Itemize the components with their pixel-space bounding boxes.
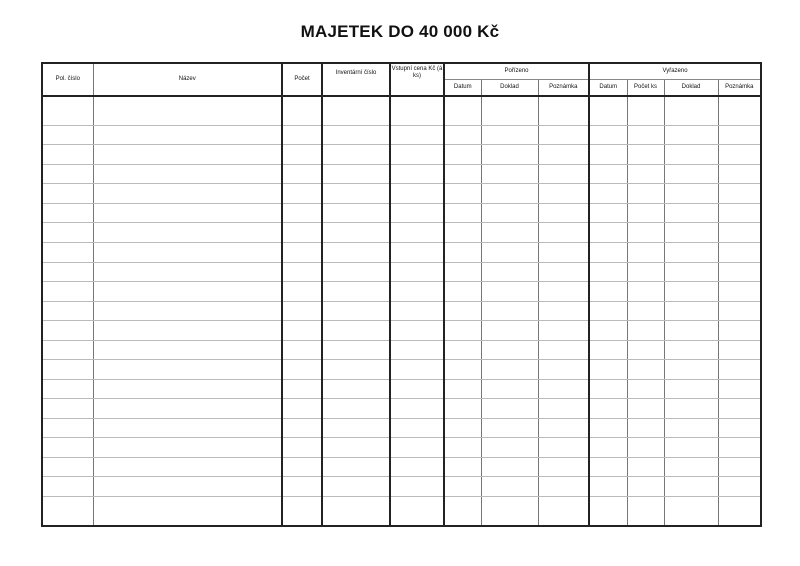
- header-porizeno-datum: Datum: [444, 80, 481, 97]
- cell-vyrazeno-doklad: [664, 399, 718, 419]
- cell-nazev: [93, 223, 282, 243]
- cell-vstupni-cena: [390, 243, 444, 263]
- cell-porizeno-doklad: [481, 223, 538, 243]
- cell-vstupni-cena: [390, 360, 444, 380]
- cell-vyrazeno-poznamka: [718, 164, 761, 184]
- cell-porizeno-doklad: [481, 496, 538, 526]
- cell-vyrazeno-datum: [589, 340, 627, 360]
- cell-vyrazeno-datum: [589, 360, 627, 380]
- cell-vyrazeno-pocet-ks: [627, 457, 664, 477]
- table-row: [42, 164, 761, 184]
- cell-inventarni-cislo: [322, 203, 390, 223]
- cell-vyrazeno-pocet-ks: [627, 243, 664, 263]
- cell-vstupni-cena: [390, 496, 444, 526]
- cell-nazev: [93, 496, 282, 526]
- table-row: [42, 477, 761, 497]
- cell-porizeno-doklad: [481, 262, 538, 282]
- cell-vstupni-cena: [390, 301, 444, 321]
- cell-vyrazeno-doklad: [664, 379, 718, 399]
- cell-porizeno-datum: [444, 477, 481, 497]
- cell-vyrazeno-datum: [589, 477, 627, 497]
- cell-vyrazeno-pocet-ks: [627, 282, 664, 302]
- cell-pol-cislo: [42, 477, 93, 497]
- cell-pol-cislo: [42, 438, 93, 458]
- cell-vyrazeno-pocet-ks: [627, 96, 664, 125]
- cell-vyrazeno-poznamka: [718, 145, 761, 165]
- cell-porizeno-datum: [444, 282, 481, 302]
- cell-pocet: [282, 399, 322, 419]
- cell-porizeno-datum: [444, 243, 481, 263]
- cell-inventarni-cislo: [322, 301, 390, 321]
- cell-porizeno-datum: [444, 457, 481, 477]
- cell-vyrazeno-poznamka: [718, 457, 761, 477]
- cell-porizeno-poznamka: [538, 438, 589, 458]
- table-row: [42, 496, 761, 526]
- cell-pocet: [282, 418, 322, 438]
- cell-nazev: [93, 164, 282, 184]
- cell-porizeno-datum: [444, 301, 481, 321]
- cell-pol-cislo: [42, 262, 93, 282]
- cell-porizeno-poznamka: [538, 243, 589, 263]
- cell-pol-cislo: [42, 399, 93, 419]
- cell-pocet: [282, 321, 322, 341]
- header-inventarni-cislo: Inventární číslo: [322, 63, 390, 96]
- cell-vyrazeno-poznamka: [718, 399, 761, 419]
- cell-vyrazeno-pocet-ks: [627, 203, 664, 223]
- cell-vyrazeno-pocet-ks: [627, 184, 664, 204]
- cell-vyrazeno-pocet-ks: [627, 438, 664, 458]
- cell-vyrazeno-datum: [589, 164, 627, 184]
- table-row: [42, 340, 761, 360]
- cell-pol-cislo: [42, 96, 93, 125]
- cell-porizeno-poznamka: [538, 262, 589, 282]
- cell-pocet: [282, 125, 322, 145]
- header-vyrazeno-poznamka: Poznámka: [718, 80, 761, 97]
- cell-vstupni-cena: [390, 418, 444, 438]
- cell-pol-cislo: [42, 457, 93, 477]
- cell-vyrazeno-doklad: [664, 496, 718, 526]
- cell-porizeno-doklad: [481, 457, 538, 477]
- cell-inventarni-cislo: [322, 379, 390, 399]
- header-vstupni-cena: Vstupní cena Kč (á ks): [390, 63, 444, 96]
- cell-porizeno-datum: [444, 96, 481, 125]
- cell-vyrazeno-doklad: [664, 96, 718, 125]
- header-vyrazeno-pocet-ks: Počet ks: [627, 80, 664, 97]
- header-pocet: Počet: [282, 63, 322, 96]
- cell-pol-cislo: [42, 321, 93, 341]
- table-row: [42, 301, 761, 321]
- cell-vyrazeno-datum: [589, 223, 627, 243]
- cell-vyrazeno-doklad: [664, 223, 718, 243]
- cell-porizeno-poznamka: [538, 477, 589, 497]
- cell-vyrazeno-datum: [589, 379, 627, 399]
- cell-vyrazeno-doklad: [664, 418, 718, 438]
- cell-pocet: [282, 223, 322, 243]
- cell-inventarni-cislo: [322, 340, 390, 360]
- cell-pocet: [282, 379, 322, 399]
- cell-inventarni-cislo: [322, 457, 390, 477]
- cell-vyrazeno-pocet-ks: [627, 360, 664, 380]
- cell-pol-cislo: [42, 282, 93, 302]
- cell-vyrazeno-poznamka: [718, 418, 761, 438]
- cell-inventarni-cislo: [322, 399, 390, 419]
- cell-porizeno-doklad: [481, 321, 538, 341]
- cell-porizeno-poznamka: [538, 203, 589, 223]
- cell-pol-cislo: [42, 340, 93, 360]
- cell-nazev: [93, 301, 282, 321]
- cell-porizeno-poznamka: [538, 164, 589, 184]
- cell-nazev: [93, 457, 282, 477]
- asset-ledger: [41, 62, 760, 527]
- cell-vyrazeno-poznamka: [718, 438, 761, 458]
- cell-vstupni-cena: [390, 477, 444, 497]
- table-row: [42, 223, 761, 243]
- cell-porizeno-doklad: [481, 184, 538, 204]
- cell-porizeno-doklad: [481, 477, 538, 497]
- cell-vyrazeno-doklad: [664, 243, 718, 263]
- table-row: [42, 438, 761, 458]
- cell-vyrazeno-pocet-ks: [627, 164, 664, 184]
- cell-vstupni-cena: [390, 399, 444, 419]
- cell-porizeno-datum: [444, 496, 481, 526]
- cell-pocet: [282, 457, 322, 477]
- cell-porizeno-doklad: [481, 418, 538, 438]
- cell-pocet: [282, 438, 322, 458]
- cell-vyrazeno-poznamka: [718, 125, 761, 145]
- cell-vyrazeno-pocet-ks: [627, 340, 664, 360]
- cell-pocet: [282, 496, 322, 526]
- header-group-porizeno: Pořízeno: [444, 63, 589, 80]
- cell-vstupni-cena: [390, 340, 444, 360]
- cell-vyrazeno-datum: [589, 125, 627, 145]
- cell-vyrazeno-doklad: [664, 477, 718, 497]
- cell-vstupni-cena: [390, 145, 444, 165]
- cell-vyrazeno-doklad: [664, 282, 718, 302]
- cell-inventarni-cislo: [322, 223, 390, 243]
- cell-porizeno-poznamka: [538, 360, 589, 380]
- cell-vyrazeno-datum: [589, 496, 627, 526]
- cell-vstupni-cena: [390, 457, 444, 477]
- cell-vyrazeno-poznamka: [718, 184, 761, 204]
- table-row: [42, 125, 761, 145]
- cell-porizeno-poznamka: [538, 223, 589, 243]
- cell-pol-cislo: [42, 125, 93, 145]
- cell-nazev: [93, 379, 282, 399]
- cell-nazev: [93, 203, 282, 223]
- cell-porizeno-doklad: [481, 301, 538, 321]
- table-row: [42, 262, 761, 282]
- table-row: [42, 379, 761, 399]
- cell-porizeno-datum: [444, 164, 481, 184]
- cell-vstupni-cena: [390, 438, 444, 458]
- ledger-rows: [42, 96, 761, 526]
- cell-porizeno-doklad: [481, 96, 538, 125]
- header-vyrazeno-doklad: Doklad: [664, 80, 718, 97]
- page-title: MAJETEK DO 40 000 Kč: [300, 22, 500, 41]
- header-nazev: Název: [93, 63, 282, 96]
- cell-nazev: [93, 184, 282, 204]
- header-pol-cislo: Pol. číslo: [42, 63, 93, 96]
- cell-nazev: [93, 340, 282, 360]
- cell-nazev: [93, 438, 282, 458]
- cell-pocet: [282, 96, 322, 125]
- cell-inventarni-cislo: [322, 477, 390, 497]
- cell-porizeno-poznamka: [538, 282, 589, 302]
- cell-pocet: [282, 203, 322, 223]
- cell-porizeno-doklad: [481, 379, 538, 399]
- cell-porizeno-datum: [444, 399, 481, 419]
- cell-vyrazeno-datum: [589, 203, 627, 223]
- cell-vyrazeno-pocet-ks: [627, 379, 664, 399]
- cell-porizeno-datum: [444, 418, 481, 438]
- cell-pocet: [282, 340, 322, 360]
- cell-vyrazeno-pocet-ks: [627, 399, 664, 419]
- cell-porizeno-poznamka: [538, 496, 589, 526]
- table-row: [42, 203, 761, 223]
- header-group-vyrazeno: Vyřazeno: [589, 63, 761, 80]
- cell-porizeno-doklad: [481, 340, 538, 360]
- cell-nazev: [93, 96, 282, 125]
- cell-vyrazeno-poznamka: [718, 301, 761, 321]
- cell-pol-cislo: [42, 243, 93, 263]
- cell-vyrazeno-doklad: [664, 438, 718, 458]
- cell-vyrazeno-datum: [589, 243, 627, 263]
- cell-nazev: [93, 243, 282, 263]
- cell-nazev: [93, 360, 282, 380]
- cell-pol-cislo: [42, 164, 93, 184]
- cell-porizeno-doklad: [481, 243, 538, 263]
- header-porizeno-poznamka: Poznámka: [538, 80, 589, 97]
- cell-vyrazeno-datum: [589, 96, 627, 125]
- cell-inventarni-cislo: [322, 496, 390, 526]
- cell-inventarni-cislo: [322, 360, 390, 380]
- cell-pocet: [282, 262, 322, 282]
- cell-pol-cislo: [42, 496, 93, 526]
- cell-porizeno-poznamka: [538, 457, 589, 477]
- cell-porizeno-poznamka: [538, 340, 589, 360]
- cell-pocet: [282, 477, 322, 497]
- cell-vstupni-cena: [390, 321, 444, 341]
- table-row: [42, 418, 761, 438]
- cell-inventarni-cislo: [322, 164, 390, 184]
- cell-inventarni-cislo: [322, 96, 390, 125]
- cell-pol-cislo: [42, 145, 93, 165]
- cell-porizeno-doklad: [481, 399, 538, 419]
- cell-pocet: [282, 282, 322, 302]
- cell-vstupni-cena: [390, 223, 444, 243]
- table-row: [42, 184, 761, 204]
- cell-vyrazeno-pocet-ks: [627, 223, 664, 243]
- table-row: [42, 399, 761, 419]
- cell-inventarni-cislo: [322, 243, 390, 263]
- cell-inventarni-cislo: [322, 282, 390, 302]
- cell-porizeno-datum: [444, 145, 481, 165]
- cell-vyrazeno-doklad: [664, 145, 718, 165]
- cell-pocet: [282, 301, 322, 321]
- cell-inventarni-cislo: [322, 145, 390, 165]
- cell-vyrazeno-pocet-ks: [627, 125, 664, 145]
- cell-vyrazeno-poznamka: [718, 496, 761, 526]
- cell-pocet: [282, 243, 322, 263]
- cell-inventarni-cislo: [322, 438, 390, 458]
- cell-porizeno-doklad: [481, 203, 538, 223]
- cell-vyrazeno-datum: [589, 399, 627, 419]
- cell-vyrazeno-pocet-ks: [627, 321, 664, 341]
- cell-vyrazeno-datum: [589, 321, 627, 341]
- cell-porizeno-datum: [444, 223, 481, 243]
- cell-pol-cislo: [42, 379, 93, 399]
- cell-porizeno-poznamka: [538, 125, 589, 145]
- cell-vyrazeno-doklad: [664, 262, 718, 282]
- cell-nazev: [93, 145, 282, 165]
- cell-vyrazeno-datum: [589, 301, 627, 321]
- cell-vyrazeno-datum: [589, 457, 627, 477]
- cell-nazev: [93, 321, 282, 341]
- cell-inventarni-cislo: [322, 184, 390, 204]
- cell-porizeno-doklad: [481, 282, 538, 302]
- cell-vstupni-cena: [390, 125, 444, 145]
- cell-vyrazeno-poznamka: [718, 223, 761, 243]
- cell-vyrazeno-datum: [589, 145, 627, 165]
- cell-porizeno-datum: [444, 203, 481, 223]
- cell-nazev: [93, 418, 282, 438]
- cell-vyrazeno-datum: [589, 262, 627, 282]
- cell-vyrazeno-doklad: [664, 457, 718, 477]
- cell-vyrazeno-doklad: [664, 321, 718, 341]
- cell-vstupni-cena: [390, 203, 444, 223]
- cell-nazev: [93, 399, 282, 419]
- table-row: [42, 321, 761, 341]
- cell-vyrazeno-poznamka: [718, 262, 761, 282]
- cell-vyrazeno-poznamka: [718, 243, 761, 263]
- cell-vyrazeno-poznamka: [718, 282, 761, 302]
- cell-porizeno-datum: [444, 379, 481, 399]
- cell-porizeno-doklad: [481, 145, 538, 165]
- cell-inventarni-cislo: [322, 262, 390, 282]
- cell-vstupni-cena: [390, 184, 444, 204]
- cell-porizeno-poznamka: [538, 301, 589, 321]
- cell-porizeno-doklad: [481, 125, 538, 145]
- cell-nazev: [93, 125, 282, 145]
- cell-porizeno-poznamka: [538, 184, 589, 204]
- cell-porizeno-datum: [444, 321, 481, 341]
- cell-pol-cislo: [42, 360, 93, 380]
- asset-table: [41, 62, 762, 527]
- cell-vyrazeno-pocet-ks: [627, 496, 664, 526]
- cell-vyrazeno-doklad: [664, 360, 718, 380]
- cell-vstupni-cena: [390, 164, 444, 184]
- cell-vyrazeno-doklad: [664, 184, 718, 204]
- cell-vyrazeno-poznamka: [718, 360, 761, 380]
- cell-inventarni-cislo: [322, 125, 390, 145]
- table-row: [42, 243, 761, 263]
- cell-porizeno-poznamka: [538, 379, 589, 399]
- cell-porizeno-datum: [444, 360, 481, 380]
- cell-inventarni-cislo: [322, 321, 390, 341]
- cell-vyrazeno-poznamka: [718, 96, 761, 125]
- cell-vstupni-cena: [390, 96, 444, 125]
- cell-porizeno-datum: [444, 340, 481, 360]
- cell-vstupni-cena: [390, 282, 444, 302]
- cell-vyrazeno-doklad: [664, 203, 718, 223]
- cell-vyrazeno-pocet-ks: [627, 418, 664, 438]
- cell-porizeno-datum: [444, 262, 481, 282]
- cell-vyrazeno-datum: [589, 418, 627, 438]
- table-row: [42, 457, 761, 477]
- cell-vstupni-cena: [390, 379, 444, 399]
- cell-vyrazeno-poznamka: [718, 379, 761, 399]
- cell-porizeno-poznamka: [538, 145, 589, 165]
- cell-vyrazeno-datum: [589, 184, 627, 204]
- cell-nazev: [93, 477, 282, 497]
- cell-vyrazeno-pocet-ks: [627, 477, 664, 497]
- cell-vyrazeno-datum: [589, 438, 627, 458]
- cell-porizeno-poznamka: [538, 399, 589, 419]
- table-row: [42, 145, 761, 165]
- cell-vyrazeno-doklad: [664, 301, 718, 321]
- header-porizeno-doklad: Doklad: [481, 80, 538, 97]
- cell-pocet: [282, 184, 322, 204]
- cell-vyrazeno-poznamka: [718, 340, 761, 360]
- cell-pocet: [282, 145, 322, 165]
- cell-vstupni-cena: [390, 262, 444, 282]
- cell-pol-cislo: [42, 223, 93, 243]
- cell-porizeno-doklad: [481, 438, 538, 458]
- table-row: [42, 282, 761, 302]
- cell-vyrazeno-poznamka: [718, 321, 761, 341]
- cell-vyrazeno-datum: [589, 282, 627, 302]
- cell-porizeno-doklad: [481, 360, 538, 380]
- cell-porizeno-poznamka: [538, 96, 589, 125]
- cell-vyrazeno-poznamka: [718, 477, 761, 497]
- cell-vyrazeno-poznamka: [718, 203, 761, 223]
- cell-vyrazeno-pocet-ks: [627, 145, 664, 165]
- cell-vyrazeno-doklad: [664, 164, 718, 184]
- cell-vyrazeno-doklad: [664, 125, 718, 145]
- cell-nazev: [93, 282, 282, 302]
- cell-pol-cislo: [42, 203, 93, 223]
- cell-porizeno-poznamka: [538, 418, 589, 438]
- cell-pol-cislo: [42, 184, 93, 204]
- cell-porizeno-doklad: [481, 164, 538, 184]
- cell-pocet: [282, 164, 322, 184]
- cell-pocet: [282, 360, 322, 380]
- cell-porizeno-datum: [444, 438, 481, 458]
- cell-porizeno-datum: [444, 184, 481, 204]
- cell-inventarni-cislo: [322, 418, 390, 438]
- cell-vyrazeno-doklad: [664, 340, 718, 360]
- cell-vyrazeno-pocet-ks: [627, 262, 664, 282]
- cell-porizeno-datum: [444, 125, 481, 145]
- cell-pol-cislo: [42, 301, 93, 321]
- cell-porizeno-poznamka: [538, 321, 589, 341]
- table-row: [42, 360, 761, 380]
- cell-vyrazeno-pocet-ks: [627, 301, 664, 321]
- table-row: [42, 96, 761, 125]
- header-vyrazeno-datum: Datum: [589, 80, 627, 97]
- cell-pol-cislo: [42, 418, 93, 438]
- cell-nazev: [93, 262, 282, 282]
